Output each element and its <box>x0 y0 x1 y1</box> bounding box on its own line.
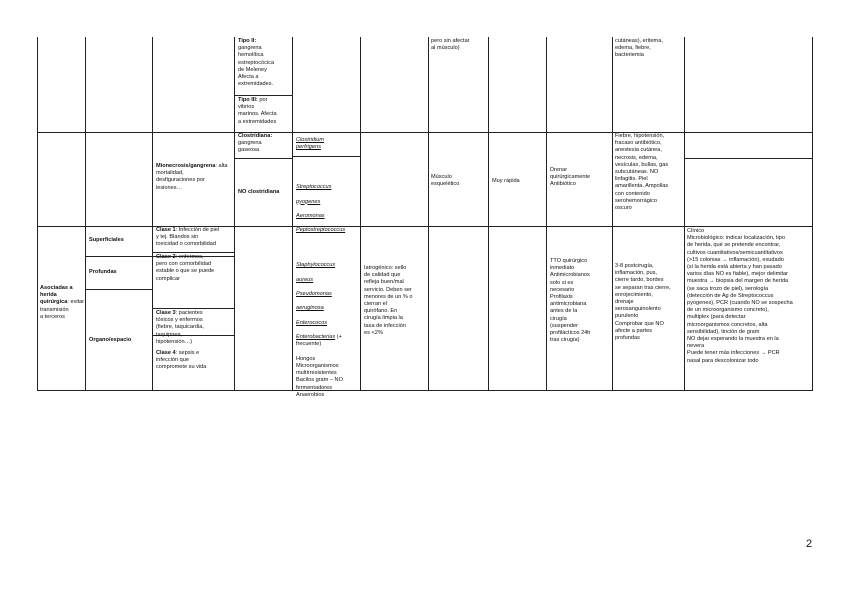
clase4-cell <box>156 350 234 372</box>
row-profundas: Profundas <box>89 269 117 275</box>
grid-line <box>85 289 152 290</box>
row-superficiales: Superficiales <box>89 237 124 243</box>
tipo2-text: gangrena hemolítica estreptocócica de Meleney Afecta a extremidades. <box>238 45 275 88</box>
grid-line <box>684 37 685 390</box>
no-clostridiana-label: NO clostridiana <box>238 189 280 195</box>
grid-line <box>37 390 813 391</box>
organism-name: Pseudomonas <box>296 291 332 298</box>
grid-line <box>812 37 813 390</box>
grid-line <box>428 37 429 390</box>
tissue-continuation: pero sin afectar al músculo) <box>431 38 470 52</box>
grid-line <box>292 37 293 390</box>
herida-treatment: TTO quirúrgico inmediato Antimicrobianos solo si es necesario Profilaxis antimicrobiana antes de la cirugía (suspender profilácticos 24h tras cirugía) <box>550 258 591 344</box>
clostridiana-text: gangrena gaseosa <box>238 140 262 154</box>
clase-text: : Infección de piel y tej. Blandos sin toxicidad o comorbilidad <box>156 227 220 248</box>
grid-line <box>684 158 812 159</box>
grid-line <box>360 37 361 390</box>
no-clostridiana-organisms <box>296 177 358 242</box>
clase-text: : enfermos, pero con comorbilidad estable o que se puede complicar <box>156 254 215 282</box>
clostridium-organism: Clostridium perfrigens <box>296 137 324 151</box>
tipo3-text: por vibrios marinos. Afecta a extremidades <box>238 97 277 125</box>
grid-line <box>612 37 613 390</box>
mionecrosis-speed: Muy rápida <box>492 178 520 184</box>
mionecrosis-text: : alta mortalidad, desfiguraciones por lesiones… <box>156 163 228 191</box>
organisms-note: (+ frecuente) <box>296 334 342 348</box>
clase-title: Clase 4 <box>156 350 176 356</box>
mionecrosis-treatment: Drenar quirúrgicamente Antibiótico <box>550 167 591 188</box>
mionecrosis-tissue: Músculo esquelético <box>431 174 460 188</box>
grid-line <box>152 37 153 390</box>
clase-title: Clase 3 <box>156 310 176 316</box>
herida-organisms <box>296 255 360 406</box>
clase3-cell <box>156 310 234 346</box>
organism-name: Enterococos <box>296 319 328 326</box>
grid-line <box>292 156 360 157</box>
herida-iatrogenic: Iatrogénico: sello de calidad que refleja buen/mal servicio. Deben ser menores de un % o cierran el quirófano. En cirugía limpia la tasa de infección es <2% <box>364 265 413 336</box>
organism-name: Enterobacterias <box>296 334 336 341</box>
organisms-rest: Hongos Microorganismos multirresistentes Bacilos gram – NO fermentadores Anaerobios <box>296 355 343 398</box>
grid-line <box>152 252 234 253</box>
grid-line <box>234 37 235 390</box>
row-organo-espacio: Órgano/espacio <box>89 337 132 343</box>
grid-line <box>37 132 813 133</box>
grid-line <box>37 226 813 227</box>
organism-name: Peptostreptococcus <box>296 227 346 234</box>
herida-clinic: 3-8 postcirugía, inflamación, pus, cierre tardo, bordes se separan tras cierre, enrojecimiento, drenaje serosanguinolento purulento Comprobar que NO afecte a partes profundas <box>615 263 671 342</box>
grid-line <box>234 95 292 96</box>
clase-text: : sepsis e infección que compromete su vida <box>156 350 207 371</box>
organism-name: Aeromonas <box>296 213 325 220</box>
clase-title: Clase 1 <box>156 227 176 233</box>
tipo2-cell <box>238 38 292 95</box>
tipo2-title: Tipo II: <box>238 38 257 44</box>
tipo3-title: Tipo III: <box>238 97 258 103</box>
grid-line <box>85 37 86 390</box>
organism-name: Streptococcus <box>296 184 332 191</box>
herida-title: Asociadas a herida quirúrgica <box>40 285 73 306</box>
grid-line <box>234 158 292 159</box>
grid-line <box>546 37 547 390</box>
page-number: 2 <box>806 538 813 550</box>
organism-name: aeruginosa <box>296 305 324 312</box>
grid-line <box>37 37 38 390</box>
organism-name: Staphylococcus <box>296 262 336 269</box>
organism-name: aureus <box>296 276 314 283</box>
clostridiana-cell <box>238 133 292 155</box>
clase2-cell <box>156 254 234 283</box>
grid-line <box>152 308 234 309</box>
clostridiana-title: Clostridiana: <box>238 133 273 139</box>
clinic-continuation: cutáneas), eritema, edema, fiebre, bacteriemia <box>615 38 663 59</box>
grid-line <box>488 37 489 390</box>
mionecrosis-title: Mionecrosis/gangrena <box>156 163 216 169</box>
herida-label <box>40 285 85 321</box>
herida-text: : evitar transmisión a terceros <box>40 299 85 320</box>
clase-title: Clase 2 <box>156 254 176 260</box>
herida-diagnosis: Clínico Microbiológico: indicar localización, tipo de herida, qué se pretende encontrar, cultivos cuantitativos/semicuantitativos (>15 colonias → inflamación), exudado (si la herida está abierta y han pasado varios días NO es fiable), mejor delimitar muestra → biopsia del margen de herida (se saca trozo de piel), serología (detección de Ag de Streptococcus pyogenes), PCR (cuando NO se sospecha de un microorganismo concreto), multiplex (para detectar microorganismos concretos, alta sensibilidad), tinción de gram NO dejar esperando la muestra en la nevera Puede tener más infecciones → PCR nasal para descolonizar todo <box>687 228 793 364</box>
tipo3-cell <box>238 97 292 132</box>
mionecrosis-clinic: Fiebre, hipotensión, fracaso antibiótico, anestesia cutánea, necrosis, edema, vesículas, bullas, gas subcutáneas. NO linfagitis. Piel amarillenta. Ampollas con contenido serohemorrágico oscuro <box>615 133 669 212</box>
clase1-cell <box>156 227 234 249</box>
organism-name: pyogenes <box>296 198 321 205</box>
clase-text: : pacientes tóxicos y enfermos (fiebre, taquicardia, taquipnea, hipotensión…) <box>156 310 204 345</box>
mionecrosis-label <box>156 163 234 192</box>
